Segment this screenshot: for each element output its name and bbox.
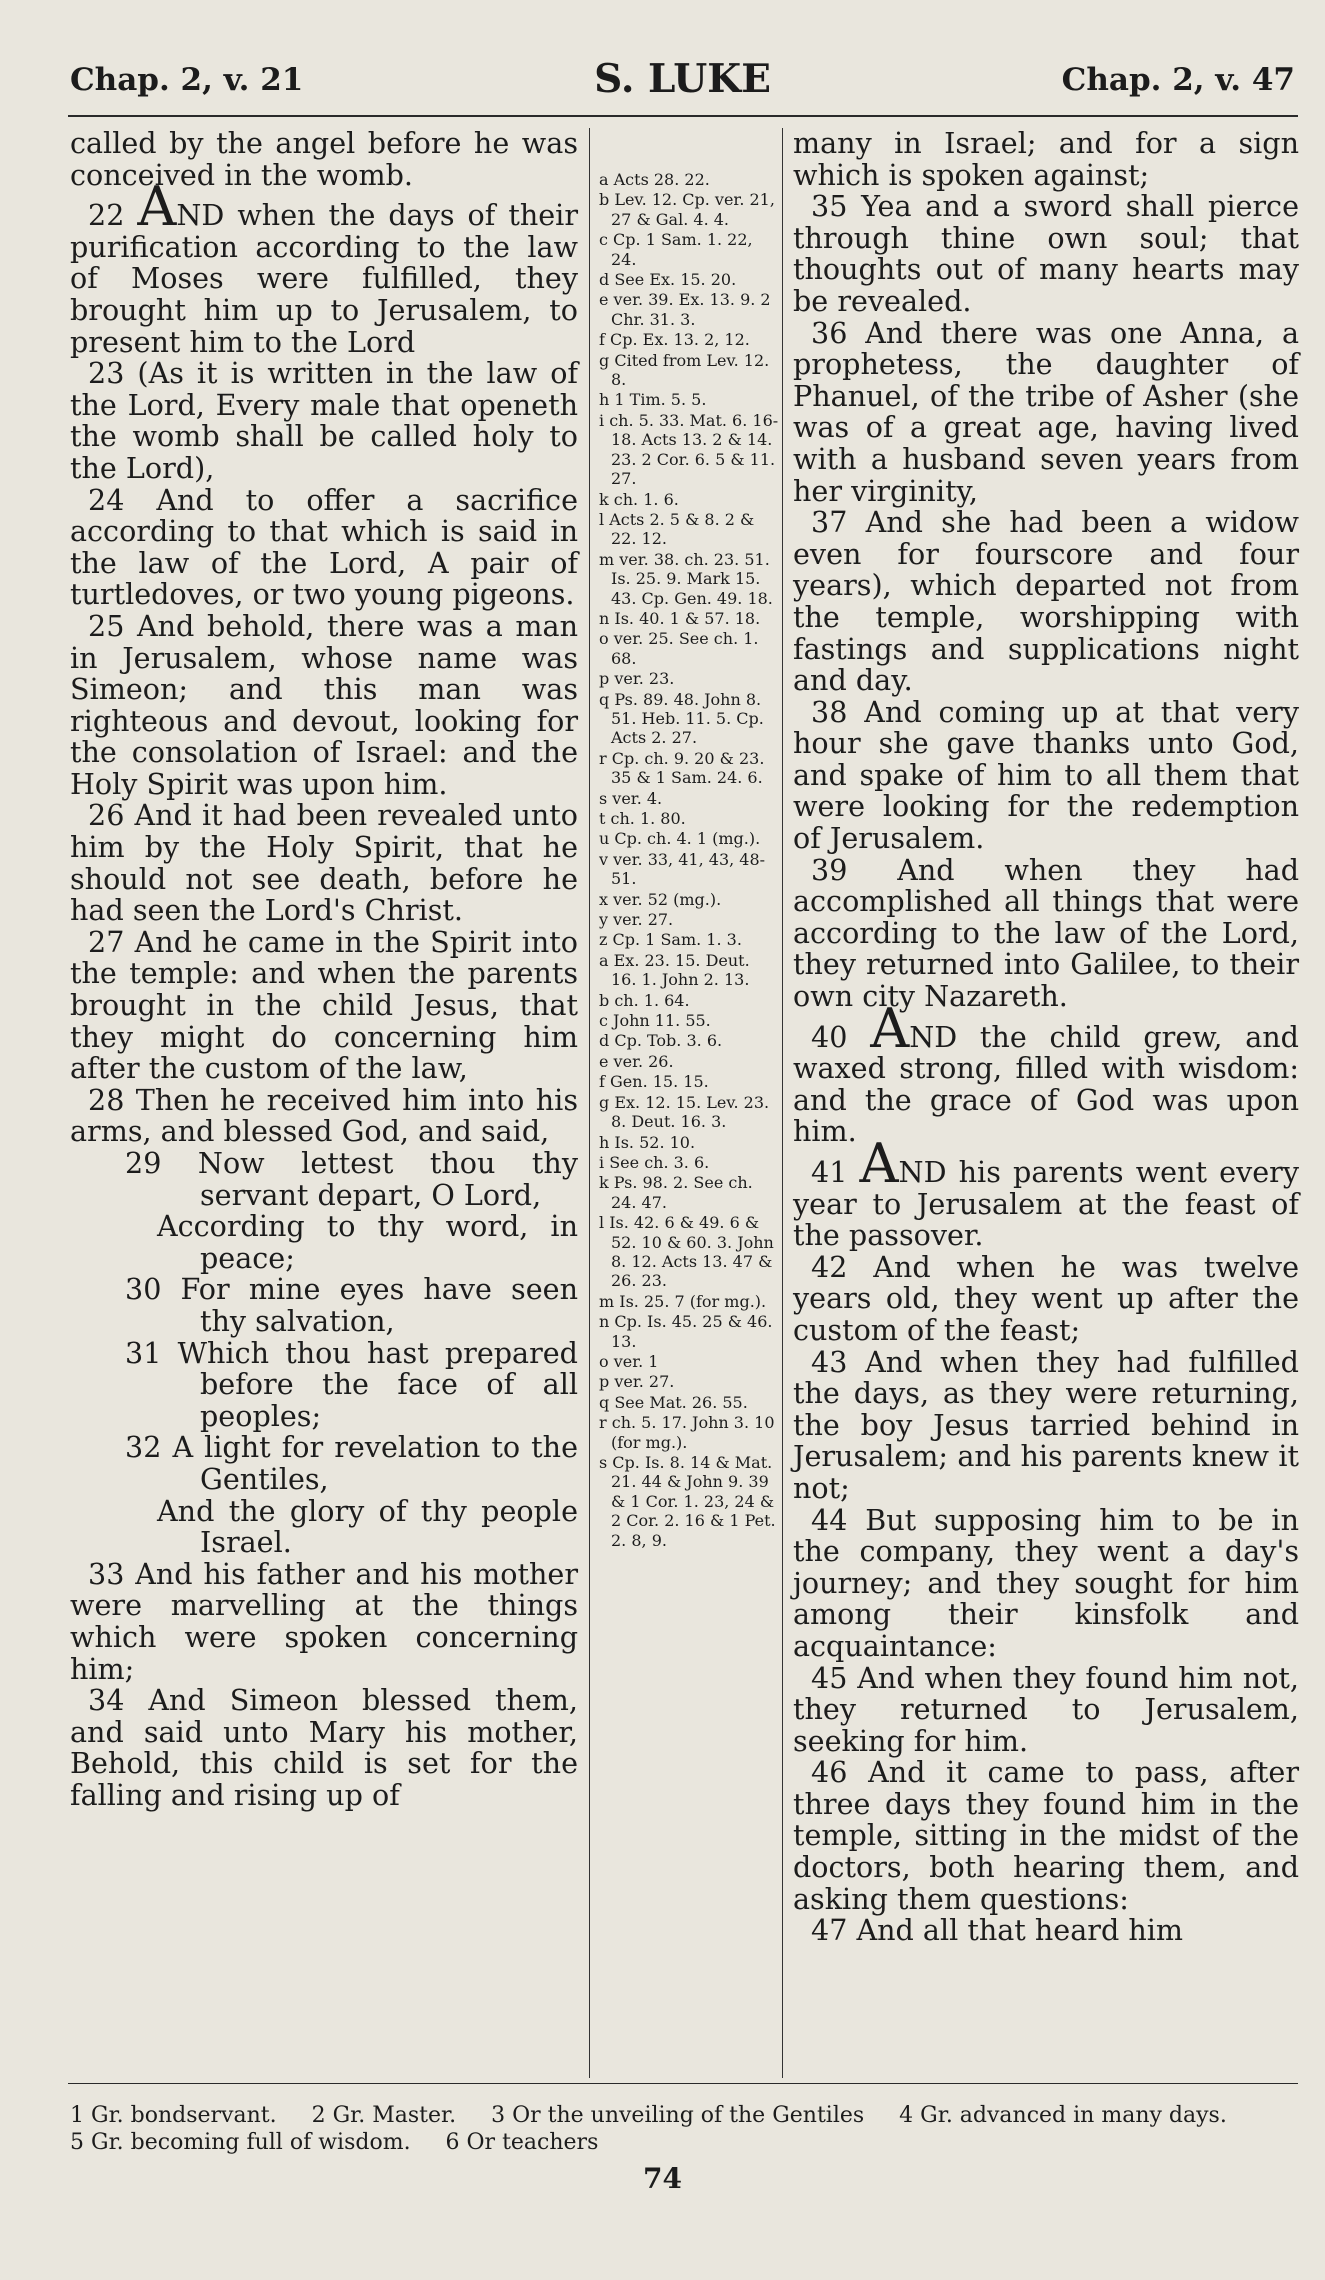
cross-ref: d See Ex. 15. 20.: [599, 270, 737, 290]
cross-ref: i See ch. 3. 6.: [599, 1152, 710, 1172]
verse-32-line-1: 32 A light for revelation to the Gentiles,: [125, 1430, 578, 1496]
verse-45: 45 And when they found him not, they returned to Jerusalem, seeking for him.: [793, 1660, 1299, 1758]
cross-ref: b ch. 1. 64.: [599, 990, 690, 1010]
cross-ref: o ver. 25. See ch. 1. 68.: [599, 629, 759, 668]
header-book-title: S. LUKE: [594, 56, 771, 102]
cross-ref: i ch. 5. 33. Mat. 6. 16-18. Acts 13. 2 & 14. 23. 2 Cor. 6. 5 & 11. 27.: [599, 410, 779, 489]
verse-22: 22 AND when the days of their purification according to the law of Moses were fulfilled, they brought him up to Jerusalem, to present him to the Lord: [70, 175, 578, 359]
column-divider-left: [589, 128, 590, 2078]
cross-ref: r Cp. ch. 9. 20 & 23. 35 & 1 Sam. 24. 6.: [599, 748, 765, 788]
verse-27: 27 And he came in the Spirit into the temple: and when the parents brought in the child Jesus, that they might do concerning him after the custom of the law,: [70, 924, 578, 1086]
verse-31: 31 Which thou hast prepared before the face of all peoples;: [125, 1335, 578, 1433]
verse-34-end: many in Israel; and for a sign which is spoken against;: [793, 126, 1299, 192]
verse-40: 40 AND the child grew, and waxed strong, filled with wisdom: and the grace of God was upon him.: [793, 996, 1299, 1149]
cross-ref: y ver. 27.: [599, 910, 674, 930]
page-header: [70, 56, 1295, 112]
cross-ref: q Ps. 89. 48. John 8. 51. Heb. 11. 5. Cp. Acts 2. 27.: [599, 689, 764, 748]
cross-ref: z Cp. 1 Sam. 1. 3.: [599, 930, 742, 950]
cross-ref: n Cp. Is. 45. 25 & 46. 13.: [599, 1312, 773, 1351]
verse-44: 44 But supposing him to be in the company, they went a day's journey; and they sought for him among their kinsfolk and acquaintance:: [793, 1502, 1299, 1663]
footnote-4: 4 Gr. advanced in many days.: [899, 2103, 1227, 2128]
cross-ref: c Cp. 1 Sam. 1. 22, 24.: [599, 230, 753, 269]
cross-ref: m Is. 25. 7 (for mg.).: [599, 1291, 767, 1311]
cross-ref: o ver. 1: [599, 1351, 659, 1371]
cross-ref: c John 11. 55.: [599, 1011, 711, 1031]
verse-42: 42 And when he was twelve years old, they went up after the custom of the feast;: [793, 1249, 1299, 1347]
left-text-column: [70, 128, 578, 1811]
footnote-2: 2 Gr. Master.: [311, 2103, 457, 2128]
cross-ref: k ch. 1. 6.: [599, 489, 679, 509]
verse-29-line-2: According to thy word, in peace;: [157, 1209, 578, 1275]
cross-ref: e ver. 39. Ex. 13. 9. 2 Chr. 31. 3.: [599, 290, 771, 329]
verse-21-end: called by the angel before he was conceived in the womb.: [70, 126, 578, 192]
cross-ref: n Is. 40. 1 & 57. 18.: [599, 608, 761, 628]
cross-ref: g Cited from Lev. 12. 8.: [599, 350, 770, 390]
cross-ref: p ver. 23.: [599, 669, 675, 689]
footnote-5: 5 Gr. becoming full of wisdom.: [70, 2130, 411, 2155]
cross-ref: s ver. 4.: [599, 788, 663, 808]
cross-ref: x ver. 52 (mg.).: [599, 889, 722, 909]
footnote-3: 3 Or the unveiling of the Gentiles: [491, 2103, 865, 2128]
cross-ref: f Cp. Ex. 13. 2, 12.: [599, 330, 750, 350]
verse-35: 35 Yea and a sword shall pierce through thine own soul; that thoughts out of many hearts may be revealed.: [793, 189, 1299, 318]
verse-26: 26 And it had been revealed unto him by the Holy Spirit, that he should not see death, before he had seen the Lord's Christ.: [70, 798, 578, 928]
cross-ref: d Cp. Tob. 3. 6.: [599, 1031, 723, 1051]
verse-28: 28 Then he received him into his arms, and blessed God, and said,: [70, 1082, 578, 1149]
column-divider-right: [782, 128, 783, 2078]
verse-39: 39 And when they had accomplished all things that were according to the law of the Lord, they returned into Galilee, to their own city Nazareth.: [793, 852, 1299, 1014]
cross-ref: h Is. 52. 10.: [599, 1132, 696, 1152]
cross-ref: b Lev. 12. Cp. ver. 21, 27 & Gal. 4. 4.: [599, 190, 775, 229]
drop-cap-a: A: [137, 175, 177, 239]
cross-ref: k Ps. 98. 2. See ch. 24. 47.: [599, 1173, 753, 1212]
cross-ref: g Ex. 12. 15. Lev. 23. 8. Deut. 16. 3.: [599, 1092, 770, 1132]
drop-cap-a: A: [870, 996, 910, 1060]
footnote-rule: [68, 2083, 1298, 2084]
cross-ref: t ch. 1. 80.: [599, 809, 686, 828]
cross-ref: l Is. 42. 6 & 49. 6 & 52. 10 & 60. 3. John 8. 12. Acts 13. 47 & 26. 23.: [599, 1213, 774, 1291]
right-text-column: [793, 128, 1299, 1947]
verse-37: 37 And she had been a widow even for fourscore and four years), which departed not from the temple, worshipping with fastings and supplications night and day.: [793, 505, 1299, 698]
cross-ref: q See Mat. 26. 55.: [599, 1392, 748, 1412]
verse-29-line-1: 29 Now lettest thou thy servant depart, O Lord,: [125, 1146, 578, 1212]
verse-24: 24 And to offer a sacrifice according to that which is said in the law of the Lord, A pair of turtledoves, or two young pigeons.: [70, 482, 578, 612]
cross-ref: h 1 Tim. 5. 5.: [599, 390, 707, 410]
footnote-1: 1 Gr. bondservant.: [70, 2103, 277, 2128]
footnote-6: 6 Or teachers: [445, 2130, 599, 2155]
verse-32-line-2: And the glory of thy people Israel.: [157, 1493, 578, 1560]
page-number: 74: [643, 2162, 682, 2195]
cross-ref: e ver. 26.: [599, 1051, 674, 1071]
verse-23: 23 (As it is written in the law of the Lord, Every male that openeth the womb shall be called holy to the Lord),: [70, 356, 578, 485]
verse-43: 43 And when they had fulfilled the days, as they were returning, the boy Jesus tarried behind in Jerusalem; and his parents knew it not;: [793, 1344, 1299, 1505]
cross-reference-column: [599, 170, 779, 1551]
cross-ref: a Ex. 23. 15. Deut. 16. 1. John 2. 13.: [599, 950, 750, 990]
verse-47-start: 47 And all that heard him: [811, 1913, 1184, 1948]
footnotes: [70, 2102, 1300, 2156]
verse-34: 34 And Simeon blessed them, and said unto Mary his mother, Behold, this child is set for the falling and rising up of: [70, 1683, 578, 1812]
cross-ref: f Gen. 15. 15.: [599, 1072, 709, 1092]
cross-ref: m ver. 38. ch. 23. 51. Is. 25. 9. Mark 15. 43. Cp. Gen. 49. 18.: [599, 549, 773, 608]
cross-ref: p ver. 27.: [599, 1372, 675, 1392]
header-rule: [68, 115, 1298, 117]
verse-46: 46 And it came to pass, after three days they found him in the temple, sitting in the midst of the doctors, both hearing them, and asking them questions:: [793, 1755, 1299, 1916]
verse-33: 33 And his father and his mother were marvelling at the things which were spoken concerning him;: [70, 1556, 578, 1686]
verse-38: 38 And coming up at that very hour she gave thanks unto God, and spake of him to all them that were looking for the redemption of Jerusalem.: [793, 694, 1299, 856]
header-chapter-left: Chap. 2, v. 21: [70, 62, 304, 98]
cross-ref: s Cp. Is. 8. 14 & Mat. 21. 44 & John 9. 39 & 1 Cor. 1. 23, 24 & 2 Cor. 2. 16 & 1 Pet. 2. 8, 9.: [599, 1453, 776, 1550]
verse-30: 30 For mine eyes have seen thy salvation,: [125, 1272, 578, 1338]
header-chapter-right: Chap. 2, v. 47: [1061, 62, 1295, 98]
cross-ref: r ch. 5. 17. John 3. 10 (for mg.).: [599, 1413, 775, 1452]
cross-ref: a Acts 28. 22.: [599, 170, 710, 189]
cross-ref: u Cp. ch. 4. 1 (mg.).: [599, 829, 761, 849]
verse-36: 36 And there was one Anna, a prophetess, the daughter of Phanuel, of the tribe of Asher (she was of a great age, having lived with a husband seven years from her virginity,: [793, 315, 1299, 508]
verse-25: 25 And behold, there was a man in Jerusalem, whose name was Simeon; and this man was righteous and devout, looking for the consolation of Israel: and the Holy Spirit was upon him.: [70, 608, 578, 801]
drop-cap-a: A: [859, 1132, 899, 1195]
cross-ref: v ver. 33, 41, 43, 48-51.: [599, 849, 766, 889]
verse-41: 41 AND his parents went every year to Jerusalem at the feast of the passover.: [793, 1132, 1299, 1253]
cross-ref: l Acts 2. 5 & 8. 2 & 22. 12.: [599, 509, 755, 549]
